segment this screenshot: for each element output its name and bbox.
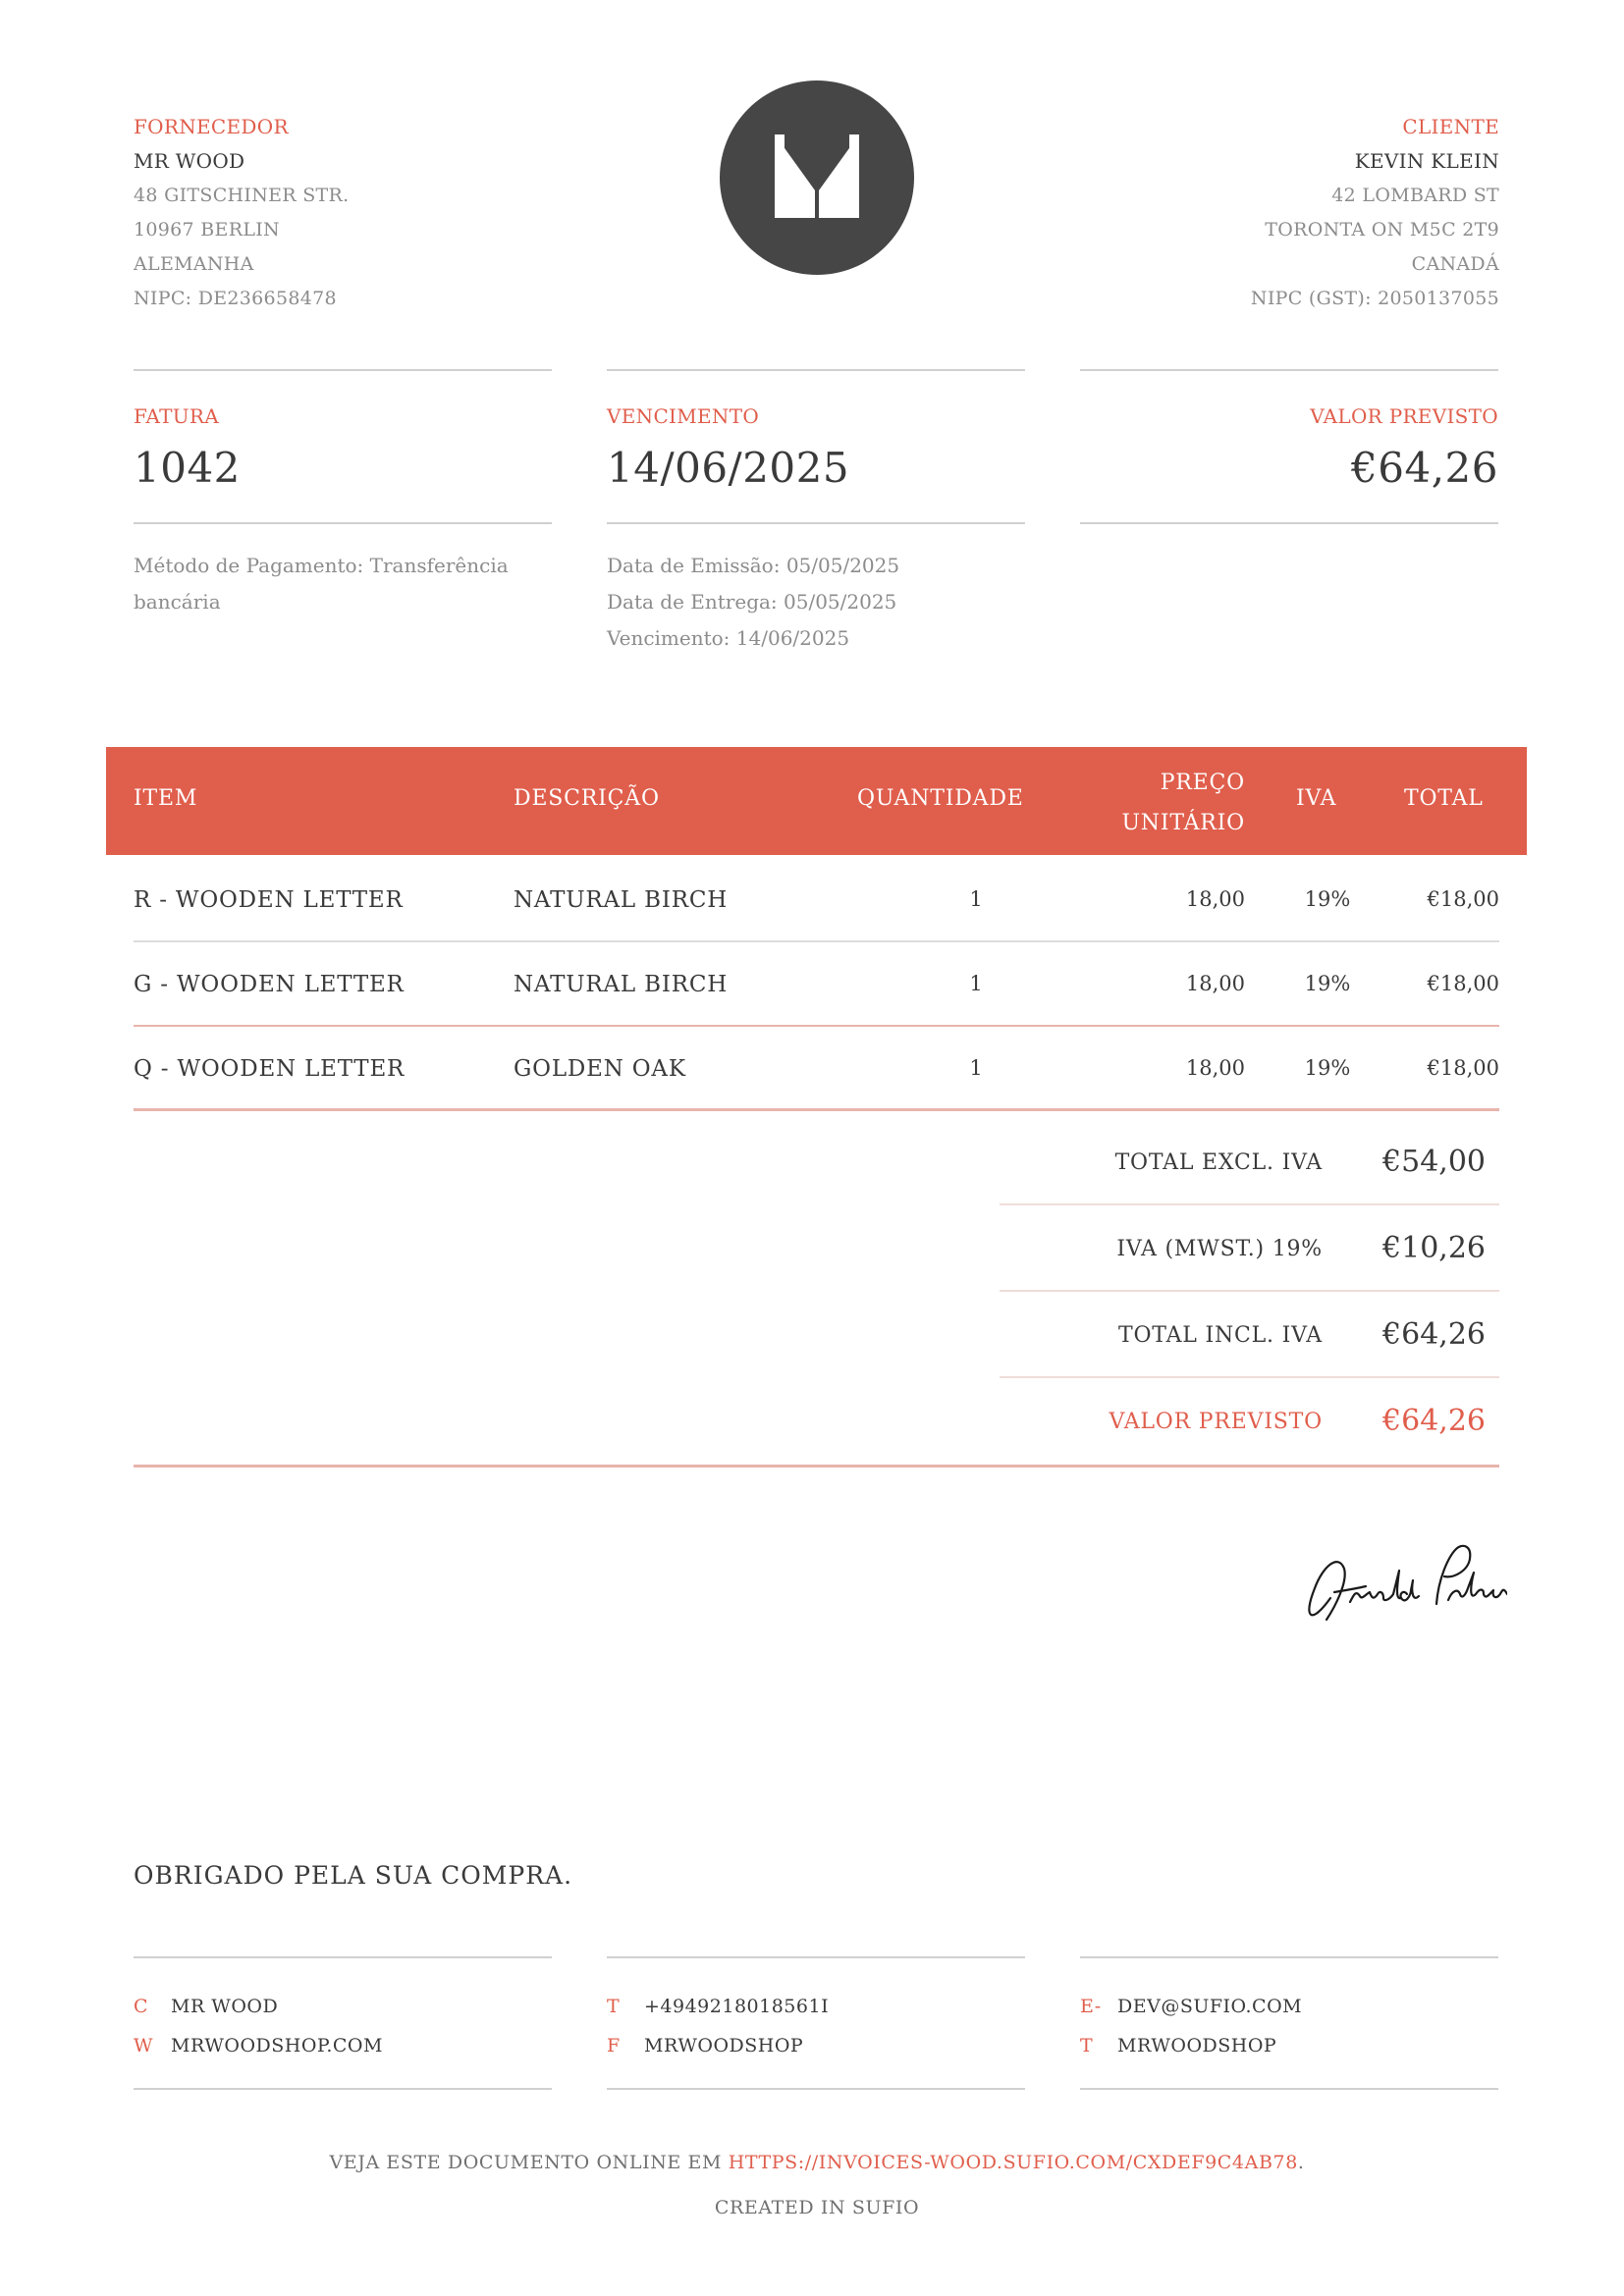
thank-you-message: OBRIGADO PELA SUA COMPRA. bbox=[134, 1861, 573, 1890]
amount-due-total-label: VALOR PREVISTO bbox=[1109, 1410, 1323, 1434]
row-vat: 19% bbox=[1304, 972, 1351, 995]
row-description: NATURAL BIRCH bbox=[514, 972, 729, 997]
total-value: €64,26 bbox=[1382, 1317, 1486, 1352]
vat-value: €10,26 bbox=[1382, 1231, 1486, 1265]
row-item: R - WOODEN LETTER bbox=[134, 887, 404, 913]
header-unit-price bbox=[1088, 763, 1245, 843]
invoice-number: 1042 bbox=[134, 444, 241, 492]
footer-key: E- bbox=[1080, 1996, 1102, 2017]
client-block bbox=[1008, 110, 1499, 316]
row-unit-price: 18,00 bbox=[1185, 1056, 1245, 1080]
row-quantity: 1 bbox=[969, 887, 983, 911]
footer-email-link[interactable]: DEV@SUFIO.COM bbox=[1117, 1996, 1303, 2017]
client-address-2: TORONTA ON M5C 2T9 bbox=[1265, 219, 1499, 240]
footer-website-link[interactable]: MRWOODSHOP.COM bbox=[171, 2035, 383, 2056]
online-document-note bbox=[0, 2152, 1624, 2173]
amount-due-total-value: €64,26 bbox=[1382, 1404, 1486, 1438]
footer-company-name: MR WOOD bbox=[171, 1996, 279, 2017]
footer-key: W bbox=[134, 2035, 154, 2056]
footer-contact-email bbox=[1080, 1956, 1498, 2090]
table-row bbox=[134, 1027, 1499, 1111]
footer-contact-company bbox=[134, 1956, 552, 2090]
delivery-date-note: Data de Entrega: 05/05/2025 bbox=[607, 590, 897, 614]
items-table-header bbox=[106, 747, 1527, 855]
supplier-country: ALEMANHA bbox=[134, 253, 254, 275]
row-total: €18,00 bbox=[1427, 1056, 1499, 1080]
online-suffix: . bbox=[1297, 2152, 1305, 2173]
client-name: KEVIN KLEIN bbox=[1354, 149, 1499, 173]
dates-notes bbox=[607, 548, 1029, 657]
total-label: TOTAL INCL. IVA bbox=[1117, 1323, 1323, 1348]
subtotal-row bbox=[1000, 1119, 1499, 1205]
vat-row bbox=[1000, 1205, 1499, 1292]
row-quantity: 1 bbox=[969, 1056, 983, 1080]
invoice-number-label: FATURA bbox=[134, 404, 219, 428]
row-description: GOLDEN OAK bbox=[514, 1056, 686, 1082]
client-country: CANADÁ bbox=[1411, 253, 1499, 275]
footer-key: T bbox=[1080, 2035, 1094, 2056]
totals-divider bbox=[134, 1465, 1499, 1468]
due-date-note: Vencimento: 14/06/2025 bbox=[607, 626, 850, 650]
amount-due-row bbox=[1000, 1378, 1499, 1465]
footer-key: T bbox=[607, 1996, 621, 2017]
footer-key: F bbox=[607, 2035, 621, 2056]
amount-due-box bbox=[1080, 369, 1498, 524]
supplier-address-1: 48 GITSCHINER STR. bbox=[134, 185, 350, 206]
client-address-1: 42 LOMBARD ST bbox=[1331, 185, 1499, 206]
row-total: €18,00 bbox=[1427, 887, 1499, 911]
row-quantity: 1 bbox=[969, 972, 983, 995]
issue-date-note: Data de Emissão: 05/05/2025 bbox=[607, 554, 900, 577]
footer-key: C bbox=[134, 1996, 149, 2017]
signature bbox=[1301, 1510, 1507, 1637]
supplier-tax-id: NIPC: DE236658478 bbox=[134, 288, 337, 309]
row-vat: 19% bbox=[1304, 887, 1351, 911]
row-total: €18,00 bbox=[1427, 972, 1499, 995]
header-unit-price-line2: UNITÁRIO bbox=[1121, 811, 1245, 835]
due-date-label: VENCIMENTO bbox=[607, 404, 760, 428]
invoice-number-box bbox=[134, 369, 552, 524]
header-item: ITEM bbox=[134, 786, 198, 811]
row-unit-price: 18,00 bbox=[1185, 972, 1245, 995]
row-unit-price: 18,00 bbox=[1185, 887, 1245, 911]
subtotal-value: €54,00 bbox=[1382, 1145, 1486, 1179]
payment-method-note: Método de Pagamento: Transferência bancária bbox=[134, 554, 509, 614]
created-in-note: CREATED IN SUFIO bbox=[714, 2197, 920, 2218]
footer-facebook: MRWOODSHOP bbox=[644, 2035, 804, 2056]
footer-twitter: MRWOODSHOP bbox=[1117, 2035, 1277, 2056]
due-date-box bbox=[607, 369, 1025, 524]
header-unit-price-line1: PREÇO bbox=[1160, 771, 1245, 795]
supplier-label: FORNECEDOR bbox=[134, 115, 289, 138]
table-row bbox=[134, 858, 1499, 942]
row-item: G - WOODEN LETTER bbox=[134, 972, 405, 997]
row-item: Q - WOODEN LETTER bbox=[134, 1056, 406, 1082]
amount-due-label: VALOR PREVISTO bbox=[1310, 404, 1498, 428]
subtotal-label: TOTAL EXCL. IVA bbox=[1114, 1150, 1323, 1175]
online-prefix: VEJA ESTE DOCUMENTO ONLINE EM bbox=[329, 2152, 729, 2173]
m-logo-icon bbox=[720, 80, 914, 275]
client-label: CLIENTE bbox=[1402, 115, 1499, 138]
header-total: TOTAL bbox=[1404, 786, 1484, 811]
supplier-address-2: 10967 BERLIN bbox=[134, 219, 280, 240]
row-vat: 19% bbox=[1304, 1056, 1351, 1080]
header-description: DESCRIÇÃO bbox=[514, 786, 660, 811]
footer-phone: +4949218018561I bbox=[644, 1996, 830, 2017]
online-document-link[interactable]: HTTPS://INVOICES-WOOD.SUFIO.COM/CXDEF9C4AB78 bbox=[728, 2152, 1298, 2173]
header-quantity: QUANTIDADE bbox=[857, 786, 1024, 811]
client-tax-id: NIPC (GST): 2050137055 bbox=[1250, 288, 1499, 309]
supplier-name: MR WOOD bbox=[134, 149, 245, 173]
total-row bbox=[1000, 1292, 1499, 1378]
row-description: NATURAL BIRCH bbox=[514, 887, 729, 913]
due-date: 14/06/2025 bbox=[607, 444, 850, 492]
vat-label: IVA (MWST.) 19% bbox=[1116, 1237, 1323, 1261]
footer-contact-phone bbox=[607, 1956, 1025, 2090]
supplier-block bbox=[134, 110, 624, 316]
table-row bbox=[134, 942, 1499, 1027]
header-vat: IVA bbox=[1296, 786, 1337, 811]
amount-due: €64,26 bbox=[1351, 444, 1498, 492]
